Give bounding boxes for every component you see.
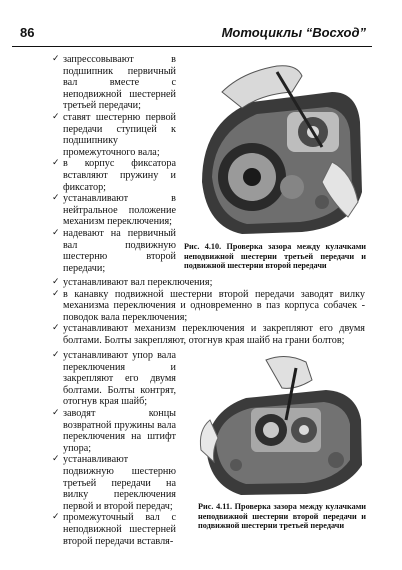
steps-list-top: [52, 54, 176, 274]
list-item: ✓ ставят шестерню первой передачи ступицей к подшипнику промежуточного вала;: [52, 111, 176, 158]
check-mark-icon: ✓: [52, 323, 60, 334]
list-item: ✓ устанавливают подвижную шестерню третьей передачи на вилку переключения первой и второй передач;: [52, 454, 176, 512]
list-item: ✓ устанавливают упор вала переключения и закрепляют его двумя болтами. Болты контрят, отогнув края шайб;: [52, 350, 176, 408]
figure-4-11-caption: Рис. 4.11. Проверка зазора между кулачками неподвижной шестерни второй передачи и подвижной шестерни третьей передачи: [198, 502, 366, 531]
page-header: [12, 24, 390, 44]
check-mark-icon: ✓: [52, 512, 60, 523]
check-mark-icon: ✓: [52, 407, 60, 418]
figure-4-10-photo: [182, 52, 366, 238]
figure-4-11-photo: [196, 350, 368, 498]
check-mark-icon: ✓: [52, 111, 60, 122]
check-mark-icon: ✓: [52, 158, 60, 169]
header-rule: [12, 46, 372, 47]
running-title: Мотоциклы “Восход”: [221, 25, 366, 40]
check-mark-icon: ✓: [52, 288, 60, 299]
list-item: ✓ устанавливают механизм переключения и закрепляют его двумя болтами. Болты закрепляют, отогнув края шайб на грани болтов;: [52, 323, 365, 346]
page-number: 86: [20, 25, 35, 40]
check-mark-icon: ✓: [52, 454, 60, 465]
list-item: ✓ надевают на первичный вал подвижную шестерню второй передачи;: [52, 227, 176, 274]
list-item: ✓ в корпус фиксатора вставляют пружину и фиксатор;: [52, 158, 176, 193]
figure-4-10-caption: Рис. 4.10. Проверка зазора между кулачками неподвижной шестерни третьей передачи и подвижной шестерни второй передачи: [184, 242, 366, 271]
list-item: ✓ запрессовывают в подшипник первичный вал вместе с неподвижной шестерней третьей передачи;: [52, 54, 176, 112]
list-item: ✓ устанавливают в нейтральное положение механизм переключения;: [52, 193, 176, 228]
check-mark-icon: ✓: [52, 193, 60, 204]
list-item: ✓ промежуточный вал с неподвижной шестерней второй передачи вставля-: [52, 512, 176, 547]
check-mark-icon: ✓: [52, 54, 60, 64]
list-item: ✓ устанавливают вал переключения;: [52, 277, 213, 288]
check-mark-icon: ✓: [52, 227, 60, 238]
list-item: ✓ в канавку подвижной шестерни второй передачи заводят вилку механизма переключения и одновременно в паз корпуса собачек - поводок вала переключения;: [52, 288, 365, 323]
check-mark-icon: ✓: [52, 277, 60, 287]
check-mark-icon: ✓: [52, 350, 60, 360]
steps-list-middle: [52, 277, 365, 347]
list-item: ✓ заводят концы возвратной пружины вала переключения на штифт упора;: [52, 407, 176, 454]
steps-list-bottom: [52, 350, 176, 547]
